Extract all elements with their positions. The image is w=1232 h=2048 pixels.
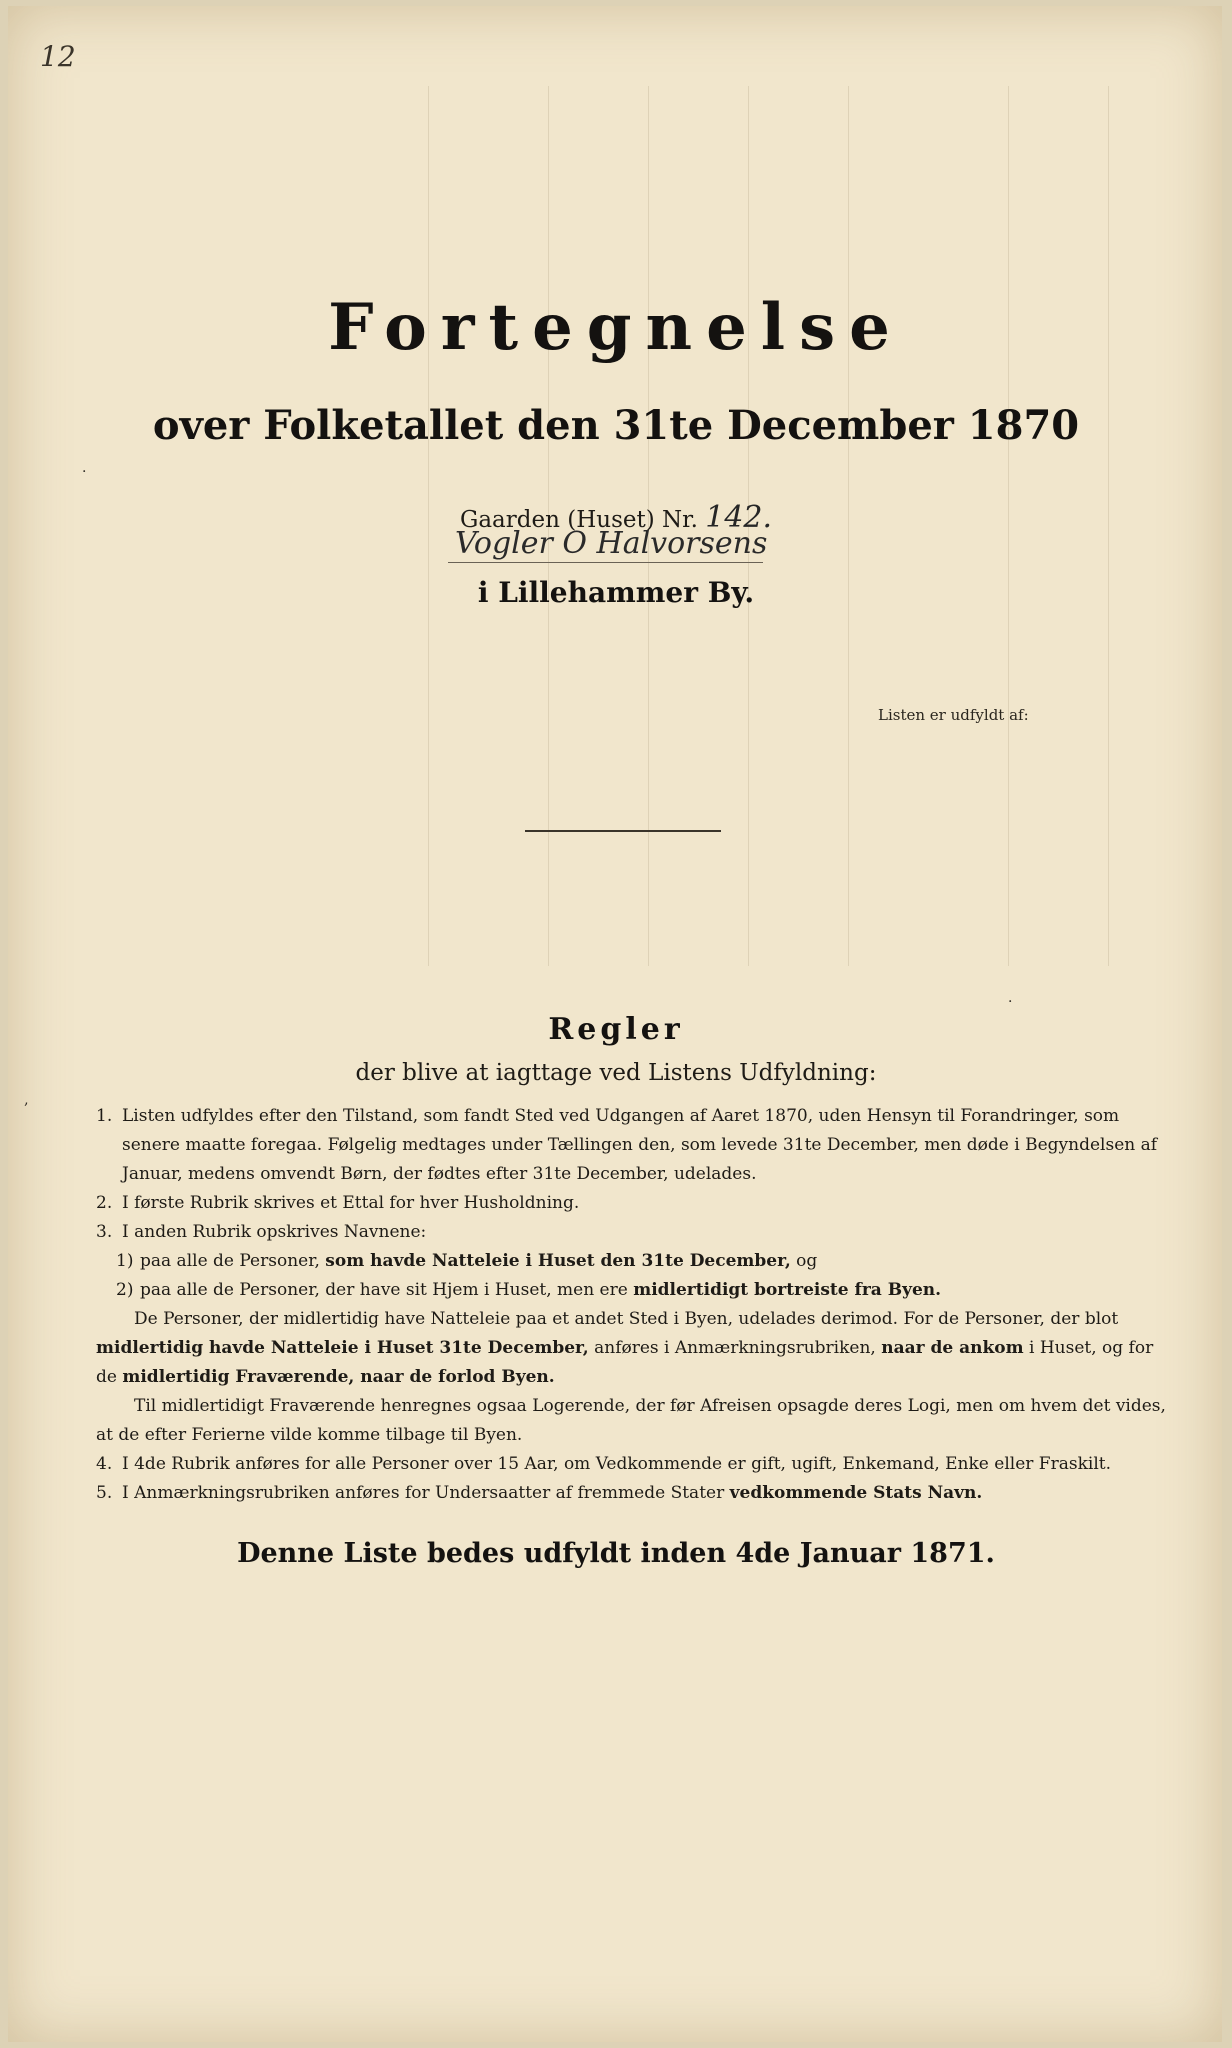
sub-rule-emphasis: som havde Natteleie i Huset den 31te December, [325, 1251, 791, 1271]
sub-rule-item [96, 1247, 1166, 1276]
paragraph-emphasis: midlertidig Fraværende, naar de forlod Byen. [122, 1367, 555, 1387]
document-title: Fortegnelse [328, 290, 904, 365]
rule-text: I Anmærkningsrubriken anføres for Undersaatter af fremmede Stater [122, 1483, 725, 1503]
rule-number: 4. [96, 1454, 113, 1474]
paragraph-text: i Huset, og for de [96, 1338, 1154, 1387]
owner-name-handwritten: Vogler O Halvorsens [455, 526, 768, 561]
sub-rule-text: paa alle de Personer, [140, 1251, 320, 1271]
rule-number: 5. [96, 1483, 113, 1503]
gaard-label: Gaarden (Huset) Nr. [459, 507, 698, 533]
section-divider [525, 830, 721, 832]
sub-rule-text: og [796, 1251, 818, 1271]
rule-item [96, 1450, 1166, 1479]
rule-number: 2. [96, 1193, 113, 1213]
owner-underline [448, 562, 763, 563]
rule-item [96, 1479, 1166, 1508]
ink-speck: ‚ [24, 1092, 29, 1108]
town-name: i Lillehammer By. [477, 576, 755, 609]
sub-rule-number: 2) [116, 1280, 134, 1300]
rules-subheading: der blive at iagttage ved Listens Udfyldning: [355, 1060, 877, 1086]
filled-by-label: Listen er udfyldt af: [878, 706, 1029, 724]
rules-list [96, 1102, 1166, 1508]
rule-text: Listen udfyldes efter den Tilstand, som fandt Sted ved Udgangen af Aaret 1870, uden Hensyn til Forandringer, som senere maatte foregaa. Følgelig medtages under Tællingen den, som levede 31te December, men døde i Begyndelsen af Januar, medens omvendt Børn, der fødtes efter 31te December, udelades. [122, 1106, 1158, 1184]
rule-emphasis: vedkommende Stats Navn. [729, 1483, 983, 1503]
rule-text: I første Rubrik skrives et Ettal for hver Husholdning. [122, 1193, 580, 1213]
gaard-number-handwritten: 142. [705, 500, 773, 535]
page-number: 12 [40, 40, 76, 73]
document-subtitle: over Folketallet den 31te December 1870 [152, 402, 1080, 449]
rule-item [96, 1102, 1166, 1189]
sub-rule-emphasis: midlertidigt bortreiste fra Byen. [633, 1280, 942, 1300]
rule-item [96, 1189, 1166, 1218]
rule-number: 3. [96, 1222, 113, 1242]
paragraph-text: anføres i Anmærkningsrubriken, [594, 1338, 876, 1358]
paragraph-text: De Personer, der midlertidig have Natteleie paa et andet Sted i Byen, udelades derimod. For de Personer, der blot [134, 1309, 1119, 1329]
rule-item [96, 1218, 1166, 1247]
paragraph-emphasis: naar de ankom [881, 1338, 1024, 1358]
rule-text: I anden Rubrik opskrives Navnene: [122, 1222, 427, 1242]
paragraph-text: Til midlertidigt Fraværende henregnes ogsaa Logerende, der før Afreisen opsagde deres Logi, men om hvem det vides, at de efter Ferierne vilde komme tilbage til Byen. [96, 1396, 1166, 1445]
rule-text: I 4de Rubrik anføres for alle Personer over 15 Aar, om Vedkommende er gift, ugift, Enkemand, Enke eller Fraskilt. [122, 1454, 1111, 1474]
ink-speck: · [1008, 994, 1013, 1010]
rule-paragraph [96, 1392, 1166, 1450]
sub-rule-text: paa alle de Personer, der have sit Hjem i Huset, men ere [140, 1280, 628, 1300]
sub-rule-item [96, 1276, 1166, 1305]
sub-rule-number: 1) [116, 1251, 134, 1271]
paragraph-emphasis: midlertidig havde Natteleie i Huset 31te December, [96, 1338, 589, 1358]
rule-number: 1. [96, 1106, 113, 1126]
rule-paragraph [96, 1305, 1166, 1392]
rules-heading: Regler [548, 1012, 684, 1047]
ink-speck: · [82, 464, 87, 480]
deadline-notice: Denne Liste bedes udfyldt inden 4de Januar 1871. [237, 1538, 995, 1569]
